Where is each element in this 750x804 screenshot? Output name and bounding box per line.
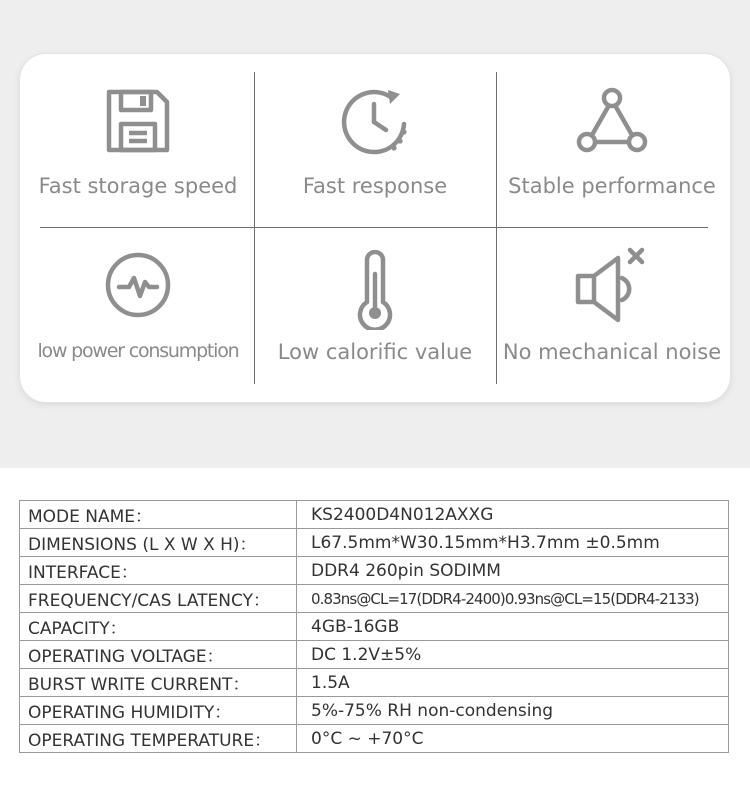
feature-label: No mechanical noise: [502, 340, 722, 364]
spec-value: KS2400D4N012AXXG: [297, 501, 729, 529]
spec-key: DIMENSIONS (L X W X H)：: [20, 529, 297, 557]
spec-value: DC 1.2V±5%: [297, 641, 729, 669]
spec-key: FREQUENCY/CAS LATENCY：: [20, 585, 297, 613]
feature-label: low power consumption: [37, 340, 239, 362]
table-row: [20, 613, 729, 641]
spec-value: DDR4 260pin SODIMM: [297, 557, 729, 585]
table-row: [20, 529, 729, 557]
spec-value: 1.5A: [297, 669, 729, 697]
table-row: [20, 501, 729, 529]
spec-key: INTERFACE：: [20, 557, 297, 585]
table-row: [20, 725, 729, 753]
triangle-nodes-icon: [574, 86, 650, 156]
feature-label: Low calorific value: [277, 340, 473, 364]
clock-refresh-icon: [340, 86, 410, 156]
grid-divider-vertical: [254, 72, 255, 384]
spec-key: OPERATING VOLTAGE：: [20, 641, 297, 669]
spec-value: 4GB-16GB: [297, 613, 729, 641]
spec-value: L67.5mm*W30.15mm*H3.7mm ±0.5mm: [297, 529, 729, 557]
spec-key: OPERATING HUMIDITY：: [20, 697, 297, 725]
spec-value: 0°C ~ +70°C: [297, 725, 729, 753]
grid-divider-horizontal: [40, 227, 708, 228]
feature-label: Stable performance: [508, 174, 716, 198]
floppy-disk-icon: [103, 86, 173, 156]
table-row: [20, 585, 729, 613]
speaker-mute-icon: [570, 244, 654, 326]
table-row: [20, 557, 729, 585]
spec-key: BURST WRITE CURRENT：: [20, 669, 297, 697]
spec-table: [19, 500, 729, 753]
table-row: [20, 697, 729, 725]
spec-value: 5%-75% RH non-condensing: [297, 697, 729, 725]
spec-key: CAPACITY：: [20, 613, 297, 641]
spec-key: OPERATING TEMPERATURE：: [20, 725, 297, 753]
feature-label: Fast response: [302, 174, 448, 198]
spec-value: 0.83ns@CL=17(DDR4-2400)0.93ns@CL=15(DDR4-2133): [297, 585, 729, 613]
features-card: [20, 54, 730, 402]
power-pulse-icon: [103, 250, 173, 320]
table-row: [20, 641, 729, 669]
thermometer-icon: [350, 250, 400, 330]
table-row: [20, 669, 729, 697]
grid-divider-vertical: [496, 72, 497, 384]
feature-label: Fast storage speed: [38, 174, 238, 198]
spec-key: MODE NAME：: [20, 501, 297, 529]
